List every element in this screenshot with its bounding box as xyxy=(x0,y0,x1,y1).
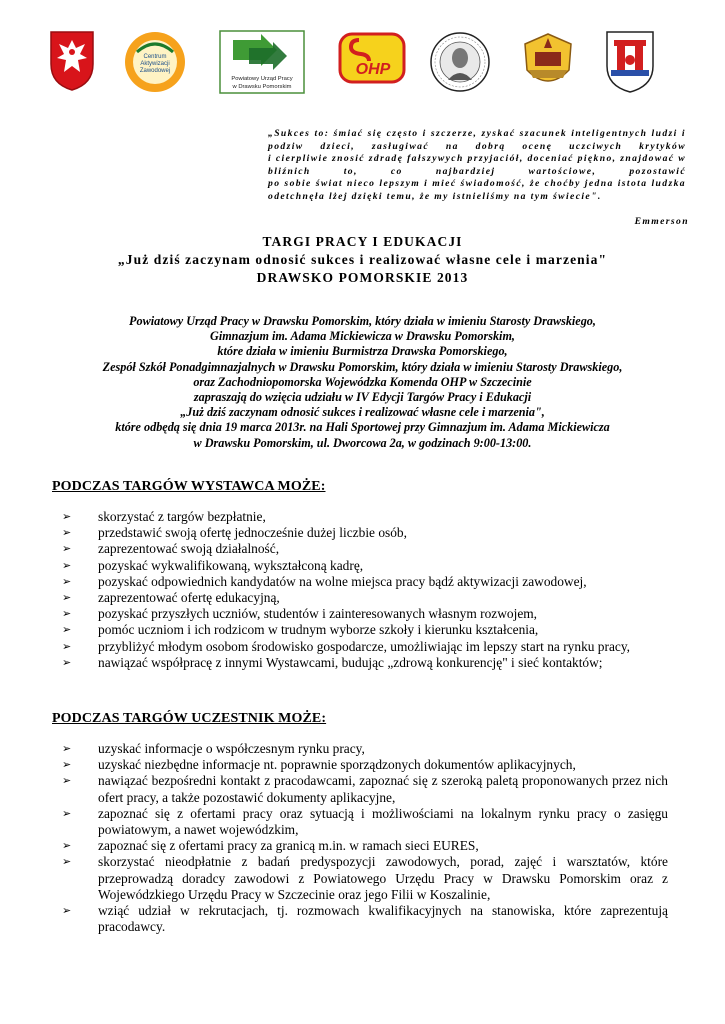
title-location-year: DRAWSKO POMORSKIE 2013 xyxy=(256,270,469,285)
list-item: ➢ uzyskać niezbędne informacje nt. poprawnie sporządzonych dokumentów aplikacyjnych, xyxy=(62,757,576,773)
arrow-bullet-icon: ➢ xyxy=(62,607,72,621)
participant-section-heading: PODCZAS TARGÓW UCZESTNIK MOŻE: xyxy=(52,711,327,726)
arrow-bullet-icon: ➢ xyxy=(62,758,72,772)
svg-text:Zawodowej: Zawodowej xyxy=(139,68,171,74)
svg-text:OHP: OHP xyxy=(355,61,391,78)
title-main: TARGI PRACY I EDUKACJI xyxy=(262,234,463,249)
coat-of-arms-drawsko-county-logo xyxy=(49,30,95,100)
quote-author: Emmerson xyxy=(634,216,689,227)
arrow-bullet-icon: ➢ xyxy=(62,742,72,755)
arrow-bullet-icon: ➢ xyxy=(62,639,72,653)
quote-line: po sobie świat nieco lepszym i mieć świadomość, że choćby jedna istota ludzka xyxy=(268,178,686,190)
gimnazjum-mickiewicz-seal-logo xyxy=(429,30,491,100)
svg-text:Aktywizacji: Aktywizacji xyxy=(140,61,170,67)
intro-line: Powiatowy Urząd Pracy w Drawsku Pomorskim, który działa w imieniu Starosty Drawskiego, xyxy=(129,314,596,328)
list-item: ➢ wziąć udział w rekrutacjach, tj. rozmowach kwalifikacyjnych na stanowiska, które zaprezentują pracodawcy. xyxy=(62,903,668,935)
intro-line: które odbędą się dnia 19 marca 2013r. na Hali Sportowej przy Gimnazjum im. Adama Mickiewicza xyxy=(115,420,610,435)
arrow-bullet-icon: ➢ xyxy=(62,904,72,918)
quote-line: „Sukces to: śmiać się często i szczerze, zyskać szacunek inteligentnych ludzi i xyxy=(268,128,686,139)
svg-text:w Drawsku Pomorskim: w Drawsku Pomorskim xyxy=(232,84,292,90)
list-item: ➢ zapoznać się z ofertami pracy oraz sytuacją i możliwościami na lokalnym rynku pracy o zasięgu powiatowym, a nawet wojewódzkim, xyxy=(62,805,668,838)
list-item: ➢ zaprezentować swoją działalność, xyxy=(62,541,280,557)
intro-line: zapraszają do wzięcia udziału w IV Edycji Targów Pracy i Edukacji xyxy=(193,390,532,405)
arrow-bullet-icon: ➢ xyxy=(62,591,72,605)
list-item: ➢ pozyskać wykwalifikowaną, wykształconą kadrę, xyxy=(62,557,364,573)
intro-line: Gimnazjum im. Adama Mickiewicza w Drawsku Pomorskim, xyxy=(210,329,515,344)
list-item: ➢ przybliżyć młodym osobom środowisko gospodarcze, umożliwiając im lepszy start na rynku pracy, xyxy=(62,638,631,654)
title-slogan: „Już dziś zaczynam odnosić sukces i realizować własne cele i marzenia" xyxy=(117,252,608,267)
list-item: ➢ zapoznać się z ofertami pracy za granicą m.in. w ramach sieci EURES, xyxy=(62,838,479,854)
list-item: ➢ skorzystać nieodpłatnie z badań predyspozycji zawodowych, porad, zajęć i warsztatów, które przeprowadzą doradcy zawodowi z Powiatowego Urzędu Pracy w Drawsku Pomorskim oraz z Wojewódzkiego Urzędu Pracy w Szczecinie oraz jego Filii w Koszalinie, xyxy=(62,854,668,902)
document-title xyxy=(40,233,685,287)
arrow-bullet-icon: ➢ xyxy=(62,623,72,637)
quote-line: bliźnich to, co najbardziej wartościowe, pozostawić xyxy=(268,165,686,177)
arrow-bullet-icon: ➢ xyxy=(62,558,72,572)
svg-text:Centrum: Centrum xyxy=(143,54,167,60)
quote-line: podziw dzieci, zasługiwać na dobrą ocenę uczciwych krytyków xyxy=(268,140,686,152)
exhibitor-section-heading: PODCZAS TARGÓW WYSTAWCA MOŻE: xyxy=(52,479,326,494)
arrow-bullet-icon: ➢ xyxy=(62,774,72,788)
intro-line: które działa w imieniu Burmistrza Drawska Pomorskiego, xyxy=(217,344,508,359)
arrow-bullet-icon: ➢ xyxy=(62,839,72,853)
quote-line: odetchnęła lżej dzięki temu, że my istnieliśmy na tym świecie". xyxy=(268,190,602,202)
svg-text:Powiatowy Urząd Pracy: Powiatowy Urząd Pracy xyxy=(231,76,293,82)
arrow-bullet-icon: ➢ xyxy=(62,655,72,669)
list-item: ➢ przedstawić swoją ofertę jednocześnie dużej liczbie osób, xyxy=(62,525,407,541)
intro-line: w Drawsku Pomorskim, ul. Dworcowa 2a, w godzinach 9:00-13:00. xyxy=(193,435,532,450)
powiatowy-urzad-pracy-logo xyxy=(219,30,305,100)
invitation-paragraph xyxy=(40,314,685,451)
school-crest-logo xyxy=(519,30,577,100)
list-item: ➢ nawiązać bezpośredni kontakt z pracodawcami, zapoznać się z szeroką paletą proponowanych przez nich ofert pracy, a także pozostawić dokumenty aplikacyjne, xyxy=(62,773,668,805)
arrow-bullet-icon: ➢ xyxy=(62,526,72,540)
quote-line: i cierpliwie znosić zdradę fałszywych przyjaciół, doceniać piękno, znajdować w xyxy=(268,153,687,165)
arrow-bullet-icon: ➢ xyxy=(62,855,72,869)
exhibitor-benefits-list xyxy=(62,509,668,671)
arrow-bullet-icon: ➢ xyxy=(62,510,72,523)
logo-strip xyxy=(45,30,685,102)
arrow-bullet-icon: ➢ xyxy=(62,574,72,588)
intro-line: „Już dziś zaczynam odnosić sukces i realizować własne cele i marzenia", xyxy=(180,405,545,420)
list-item: ➢ zaprezentować ofertę edukacyjną, xyxy=(62,590,280,606)
list-item: ➢ pomóc uczniom i ich rodzicom w trudnym wyborze szkoły i kierunku kształcenia, xyxy=(62,622,539,638)
coat-of-arms-drawsko-town-logo xyxy=(605,30,655,100)
list-item: ➢ nawiązać współpracę z innymi Wystawcami, budując „zdrową konkurencję" i sieć kontaktów; xyxy=(62,654,603,670)
arrow-bullet-icon: ➢ xyxy=(62,806,72,820)
participant-benefits-list xyxy=(62,741,668,935)
list-item: ➢ skorzystać z targów bezpłatnie, xyxy=(62,509,266,524)
list-item: ➢ pozyskać przyszłych uczniów, studentów i zainteresowanych własnym rozwojem, xyxy=(62,606,538,622)
intro-line: oraz Zachodniopomorska Wojewódzka Komenda OHP w Szczecinie xyxy=(193,374,532,389)
centrum-aktywizacji-zawodowej-logo xyxy=(123,30,187,100)
arrow-bullet-icon: ➢ xyxy=(62,542,72,556)
ohp-logo xyxy=(337,30,407,100)
list-item: ➢ pozyskać odpowiednich kandydatów na wolne miejsca pracy bądź aktywizacji zawodowej, xyxy=(62,573,587,589)
intro-line: Zespół Szkół Ponadgimnazjalnych w Drawsku Pomorskim, który działa w imieniu Starosty Drawskiego, xyxy=(102,359,623,374)
motto-quote xyxy=(268,128,686,204)
list-item: ➢ uzyskać informacje o współczesnym rynku pracy, xyxy=(62,741,365,756)
